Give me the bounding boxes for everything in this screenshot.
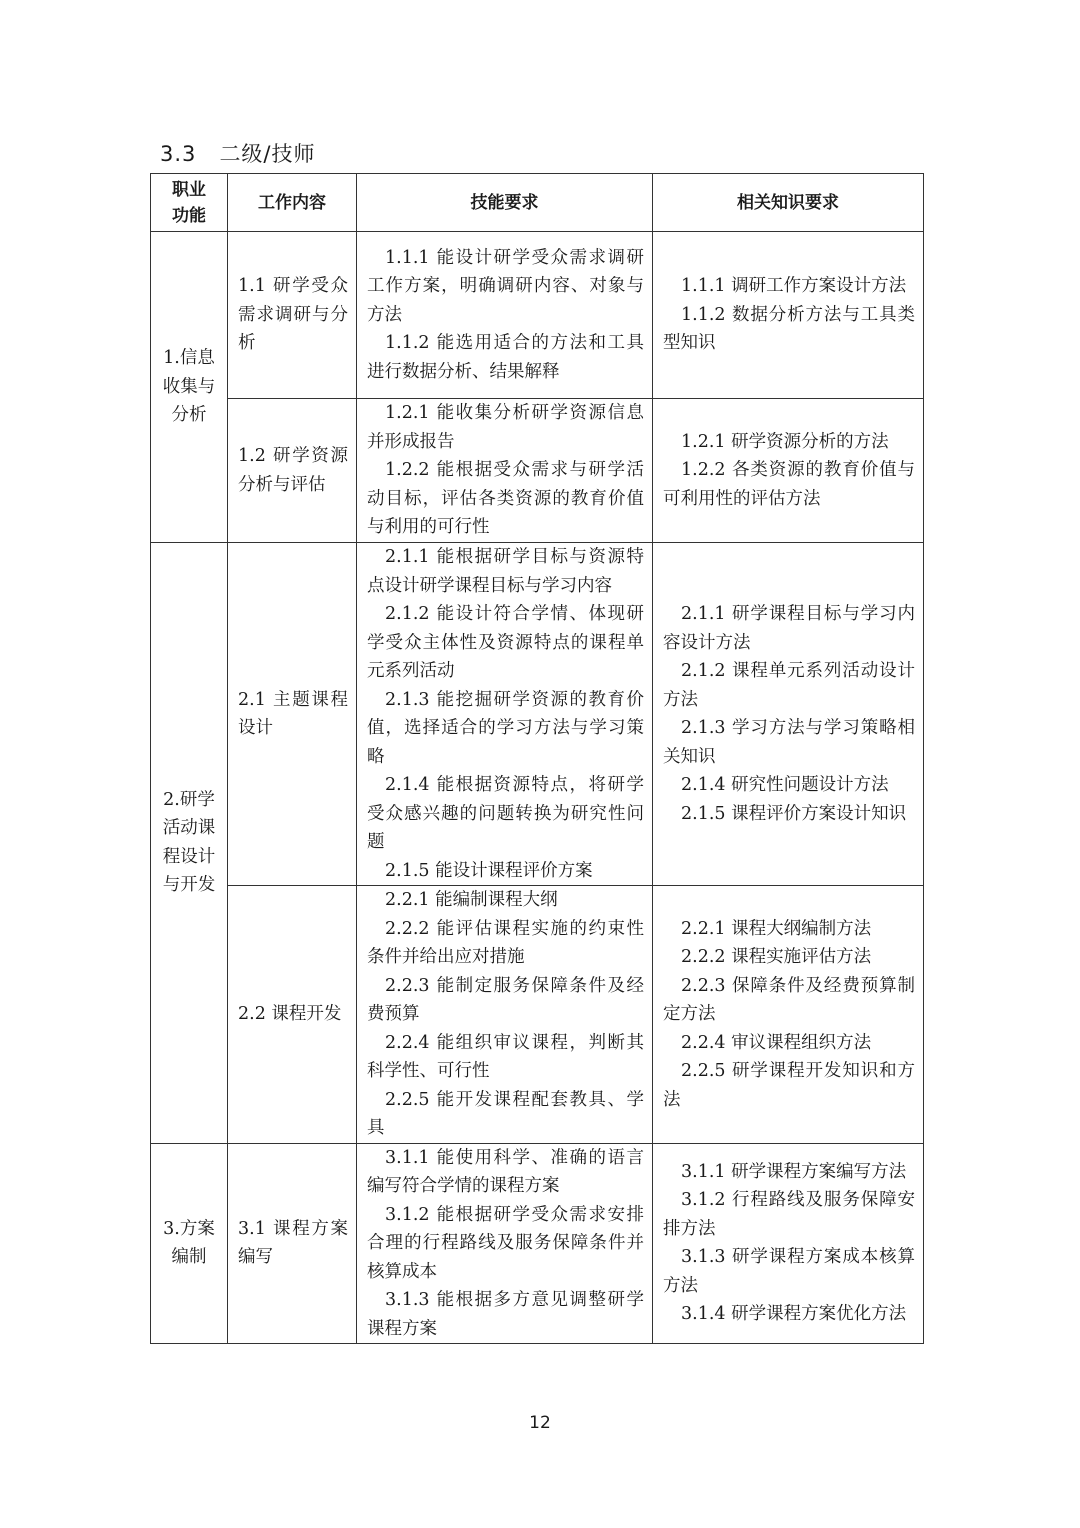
skills-standard-table — [150, 173, 924, 1344]
skills-cell — [357, 1143, 653, 1344]
knowledge-item: 2.2.3 保障条件及经费预算制定方法 — [663, 975, 915, 1024]
table-row — [151, 543, 924, 886]
knowledge-item: 1.1.2 数据分析方法与工具类型知识 — [663, 304, 915, 354]
table-row — [151, 399, 924, 543]
knowledge-cell — [653, 399, 924, 543]
content-cell: 1.1 研学受众需求调研与分析 — [228, 232, 357, 399]
knowledge-item: 3.1.1 研学课程方案编写方法 — [681, 1161, 907, 1182]
skills-cell — [357, 232, 653, 399]
knowledge-item: 3.1.3 研学课程方案成本核算方法 — [663, 1247, 915, 1296]
knowledge-item: 2.1.5 课程评价方案设计知识 — [681, 803, 907, 824]
knowledge-item: 2.2.5 研学课程开发知识和方法 — [663, 1061, 915, 1110]
skill-item: 2.1.1 能根据研学目标与资源特点设计研学课程目标与学习内容 — [367, 547, 644, 596]
knowledge-cell — [653, 232, 924, 399]
skill-item: 2.2.3 能制定服务保障条件及经费预算 — [367, 975, 644, 1024]
function-cell: 3.方案编制 — [151, 1143, 228, 1344]
knowledge-cell — [653, 886, 924, 1144]
skill-item: 3.1.3 能根据多方意见调整研学课程方案 — [367, 1290, 644, 1339]
table-row — [151, 232, 924, 399]
skills-cell — [357, 543, 653, 886]
header-function: 职业 功能 — [151, 174, 228, 232]
skill-item: 2.2.4 能组织审议课程，判断其科学性、可行性 — [367, 1032, 644, 1081]
knowledge-item: 2.1.4 研究性问题设计方法 — [681, 775, 889, 795]
section-number: 3.3 — [160, 142, 197, 166]
knowledge-item: 2.2.4 审议课程组织方法 — [681, 1032, 872, 1053]
function-cell: 1.信息收集与分析 — [151, 232, 228, 543]
skill-item: 2.1.3 能挖掘研学资源的教育价值，选择适合的学习方法与学习策略 — [367, 689, 644, 767]
knowledge-cell — [653, 543, 924, 886]
header-knowledge: 相关知识要求 — [653, 174, 924, 232]
skill-item: 2.2.2 能评估课程实施的约束性条件并给出应对措施 — [367, 918, 644, 967]
function-cell: 2.研学活动课程设计与开发 — [151, 543, 228, 1144]
skill-item: 2.2.1 能编制课程大纲 — [385, 890, 558, 910]
skill-item: 1.2.1 能收集分析研学资源信息并形成报告 — [367, 403, 644, 452]
skill-item: 2.1.2 能设计符合学情、体现研学受众主体性及资源特点的课程单元系列活动 — [367, 604, 644, 681]
content-cell: 2.1 主题课程设计 — [228, 543, 357, 886]
knowledge-item: 2.2.1 课程大纲编制方法 — [681, 918, 872, 939]
skills-cell — [357, 886, 653, 1144]
table-row — [151, 886, 924, 1144]
knowledge-item: 1.2.1 研学资源分析的方法 — [681, 431, 889, 452]
skill-item: 3.1.2 能根据研学受众需求安排合理的行程路线及服务保障条件并核算成本 — [367, 1204, 644, 1282]
table-row — [151, 1143, 924, 1344]
section-heading — [160, 138, 316, 168]
content-cell: 2.2 课程开发 — [228, 886, 357, 1144]
page-number: 12 — [529, 1413, 551, 1433]
skill-item: 1.1.1 能设计研学受众需求调研工作方案，明确调研内容、对象与方法 — [367, 247, 644, 325]
knowledge-item: 1.1.1 调研工作方案设计方法 — [681, 276, 907, 297]
header-skills: 技能要求 — [357, 174, 653, 232]
skill-item: 1.2.2 能根据受众需求与研学活动目标，评估各类资源的教育价值与利用的可行性 — [367, 460, 644, 538]
knowledge-item: 2.1.1 研学课程目标与学习内容设计方法 — [663, 604, 915, 653]
knowledge-item: 1.2.2 各类资源的教育价值与可利用性的评估方法 — [663, 460, 915, 509]
knowledge-cell — [653, 1143, 924, 1344]
content-cell: 3.1 课程方案编写 — [228, 1143, 357, 1344]
content-cell: 1.2 研学资源分析与评估 — [228, 399, 357, 543]
skill-item: 2.2.5 能开发课程配套教具、学具 — [367, 1089, 644, 1138]
table-header-row — [151, 174, 924, 232]
knowledge-item: 3.1.2 行程路线及服务保障安排方法 — [663, 1190, 915, 1239]
knowledge-item: 2.1.2 课程单元系列活动设计方法 — [663, 661, 915, 710]
skills-cell — [357, 399, 653, 543]
knowledge-item: 2.2.2 课程实施评估方法 — [681, 947, 872, 967]
knowledge-item: 2.1.3 学习方法与学习策略相关知识 — [663, 718, 915, 767]
header-content: 工作内容 — [228, 174, 357, 232]
skill-item: 3.1.1 能使用科学、准确的语言编写符合学情的课程方案 — [367, 1147, 644, 1196]
skill-item: 2.1.4 能根据资源特点，将研学受众感兴趣的问题转换为研究性问题 — [367, 775, 644, 852]
section-title: 二级/技师 — [219, 142, 316, 166]
knowledge-item: 3.1.4 研学课程方案优化方法 — [681, 1304, 907, 1325]
skill-item: 1.1.2 能选用适合的方法和工具进行数据分析、结果解释 — [367, 333, 644, 382]
skill-item: 2.1.5 能设计课程评价方案 — [385, 860, 593, 881]
